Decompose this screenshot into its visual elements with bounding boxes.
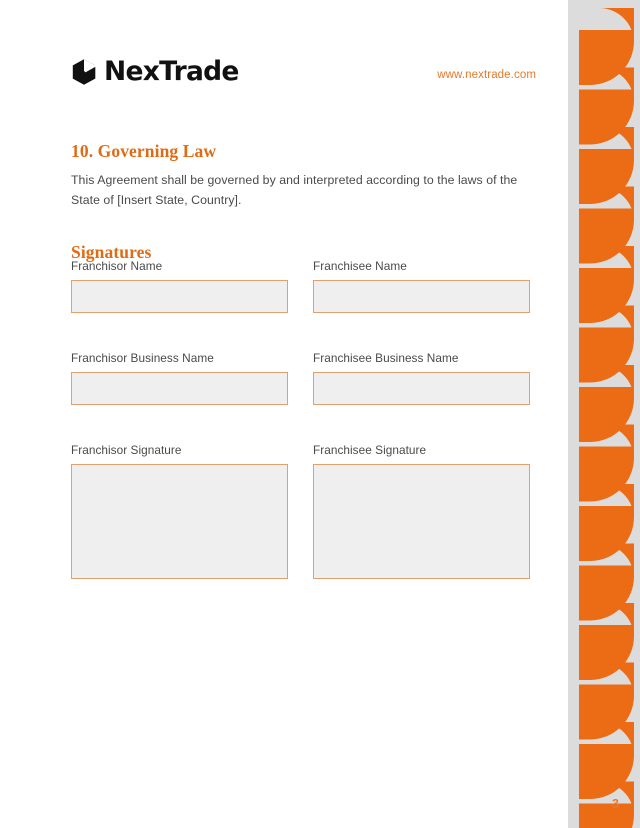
section-body-text: This Agreement shall be governed by and interpreted according to the laws of the State of [Insert State, Country]. [71, 173, 518, 207]
form-col-franchisee-business-name [313, 351, 530, 405]
label-franchisee-business-name: Franchisee Business Name [313, 351, 459, 366]
form-col-franchisee-name [313, 259, 530, 313]
brand-name: NexTrade [104, 55, 239, 87]
input-franchisee-name[interactable] [313, 280, 530, 313]
input-franchisee-signature[interactable] [313, 464, 530, 579]
website-url[interactable]: www.nextrade.com [437, 69, 536, 81]
main-content [71, 141, 536, 263]
label-franchisee-signature: Franchisee Signature [313, 443, 427, 458]
input-franchisor-business-name[interactable] [71, 372, 288, 405]
input-franchisor-signature[interactable] [71, 464, 288, 579]
form-col-franchisor-signature [71, 443, 288, 579]
label-franchisee-name: Franchisee Name [313, 259, 407, 273]
form-row-names [71, 259, 531, 313]
label-franchisor-business-name: Franchisor Business Name [71, 351, 214, 366]
section-heading-governing-law: 10. Governing Law [71, 141, 217, 161]
section-heading-signatures: Signatures [71, 241, 152, 262]
input-franchisor-name[interactable] [71, 280, 288, 313]
form-col-franchisor-business-name [71, 351, 288, 405]
page-number: 3 [612, 797, 619, 811]
brand-logo [71, 55, 239, 87]
input-franchisee-business-name[interactable] [313, 372, 530, 405]
row-spacer [71, 405, 531, 443]
form-row-signatures [71, 443, 531, 579]
page-header [71, 55, 536, 98]
decorative-sidebar [568, 0, 640, 828]
signature-form [71, 259, 531, 579]
form-row-business-names [71, 351, 531, 405]
sidebar-pattern [568, 0, 640, 828]
form-col-franchisor-name [71, 259, 288, 313]
label-franchisor-name: Franchisor Name [71, 259, 163, 273]
form-col-franchisee-signature [313, 443, 530, 579]
label-franchisor-signature: Franchisor Signature [71, 443, 182, 458]
cube-icon [71, 58, 97, 86]
row-spacer [71, 313, 531, 351]
